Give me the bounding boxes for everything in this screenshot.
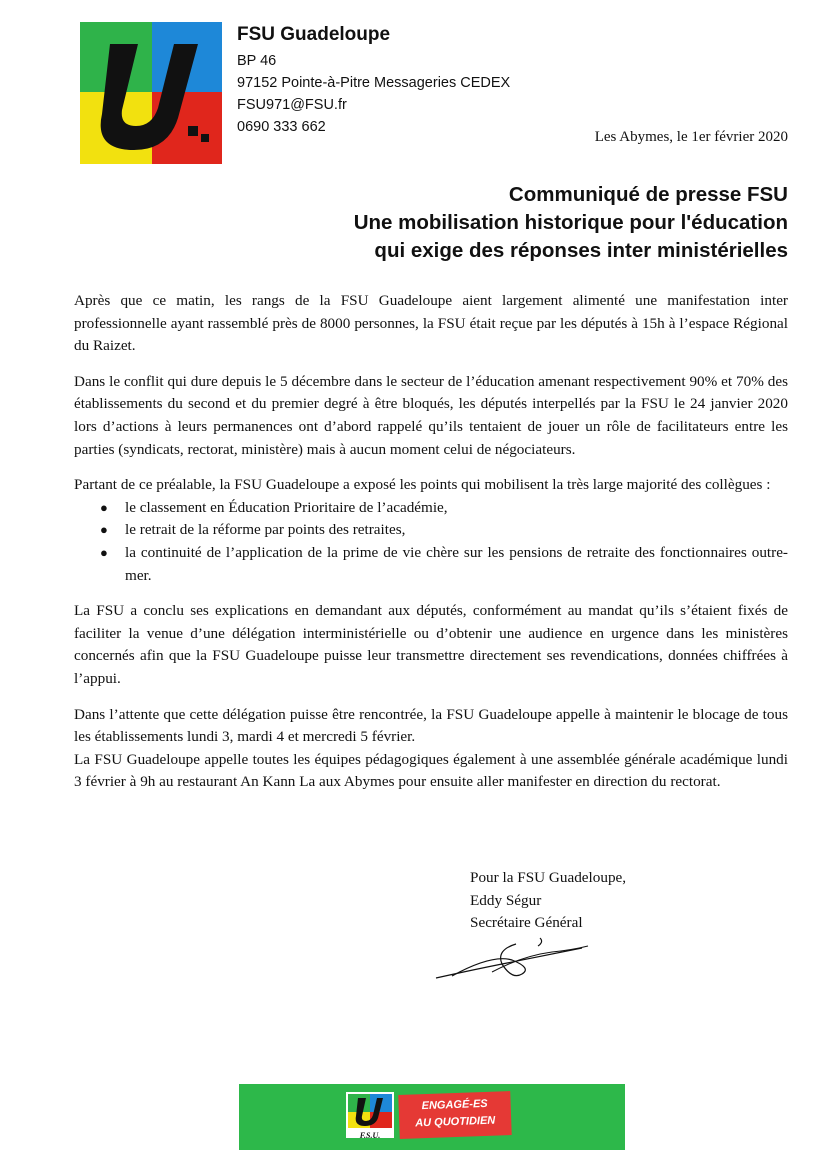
organization-name: FSU Guadeloupe [237,24,391,45]
press-release-title [354,181,788,265]
title-line: qui exige des réponses inter ministérielles [374,239,788,262]
engaged-badge [398,1091,511,1139]
signatory-name: Eddy Ségur [470,891,542,909]
address-line: BP 46 [237,53,277,69]
paragraph: Dans le conflit qui dure depuis le 5 décembre dans le secteur de l’éducation amenant respectivement 90% et 70% des établissements du second et du premier degré à être bloqués, les députés interpellés par la FSU le 24 janvier 2020 lors d’actions à leurs permanences ont d’abord rappelé qu’ils tentaient de jouer un rôle de facilitateurs entre les parties (syndicats, rectorat, ministère) mais à aucun moment celui de négociateurs. [74,372,788,458]
address-line: 97152 Pointe-à-Pitre Messageries CEDEX [237,75,511,91]
badge-line: ENGAGÉ-ES [421,1097,488,1113]
list-item-text: la continuité de l’application de la prime de vie chère sur les pensions de retraite des fonctionnaires outre-mer. [125,543,788,584]
list-item [74,542,788,587]
signatory-title: Secrétaire Général [470,914,583,932]
list-item-text: le retrait de la réforme par points des retraites, [125,521,406,539]
paragraph: La FSU a conclu ses explications en demandant aux députés, conformément au mandat qu’ils s’étaient fixés de faciliter la venue d’une délégation interministérielle ou d’obtenir une audience en urgence dans les ministères concernés afin que la FSU Guadeloupe puisse leur transmettre directement ses revendications, données chiffrées à l’appui. [74,602,788,687]
list-item [74,519,788,542]
paragraph: Partant de ce préalable, la FSU Guadeloupe a exposé les points qui mobilisent la très large majorité des collègues : [74,476,771,494]
demands-list [74,497,788,587]
paragraph: Dans l’attente que cette délégation puisse être rencontrée, la FSU Guadeloupe appelle à maintenir le blocage de tous les établissements lundi 3, mardi 4 et mercredi 5 février. [74,705,788,746]
email-line: FSU971@FSU.fr [237,97,347,113]
signature-line: Pour la FSU Guadeloupe, [470,869,627,886]
signature-block [470,867,626,935]
bullet-icon: ● [100,544,108,560]
title-line: Une mobilisation historique pour l'éducation [353,211,788,234]
date-line: Les Abymes, le 1er février 2020 [594,129,788,145]
list-item [74,497,788,520]
body-text [74,290,788,807]
bullet-icon: ● [100,522,108,538]
bullet-icon: ● [100,499,108,515]
paragraph: Après que ce matin, les rangs de la FSU Guadeloupe aient largement alimenté une manifestation inter professionnelle ayant rassemblé près de 8000 personnes, la FSU était reçue par les députés à 15h à l’espace Régional du Raizet. [74,292,788,355]
fsu-logo [80,22,222,164]
phone-line: 0690 333 662 [237,119,326,135]
badge-line: AU QUOTIDIEN [415,1114,496,1130]
handwritten-signature [432,934,592,984]
footer-fsu-label: F.S.U. [359,1131,381,1140]
list-item-text: le classement en Éducation Prioritaire de l’académie, [125,498,448,516]
title-line: Communiqué de presse FSU [508,183,788,206]
organization-block [237,24,510,138]
paragraph: La FSU Guadeloupe appelle toutes les équipes pédagogiques également à une assemblée générale académique lundi 3 février à 9h au restaurant An Kann La aux Abymes pour ensuite aller manifester en direction du rectorat. [74,750,788,791]
